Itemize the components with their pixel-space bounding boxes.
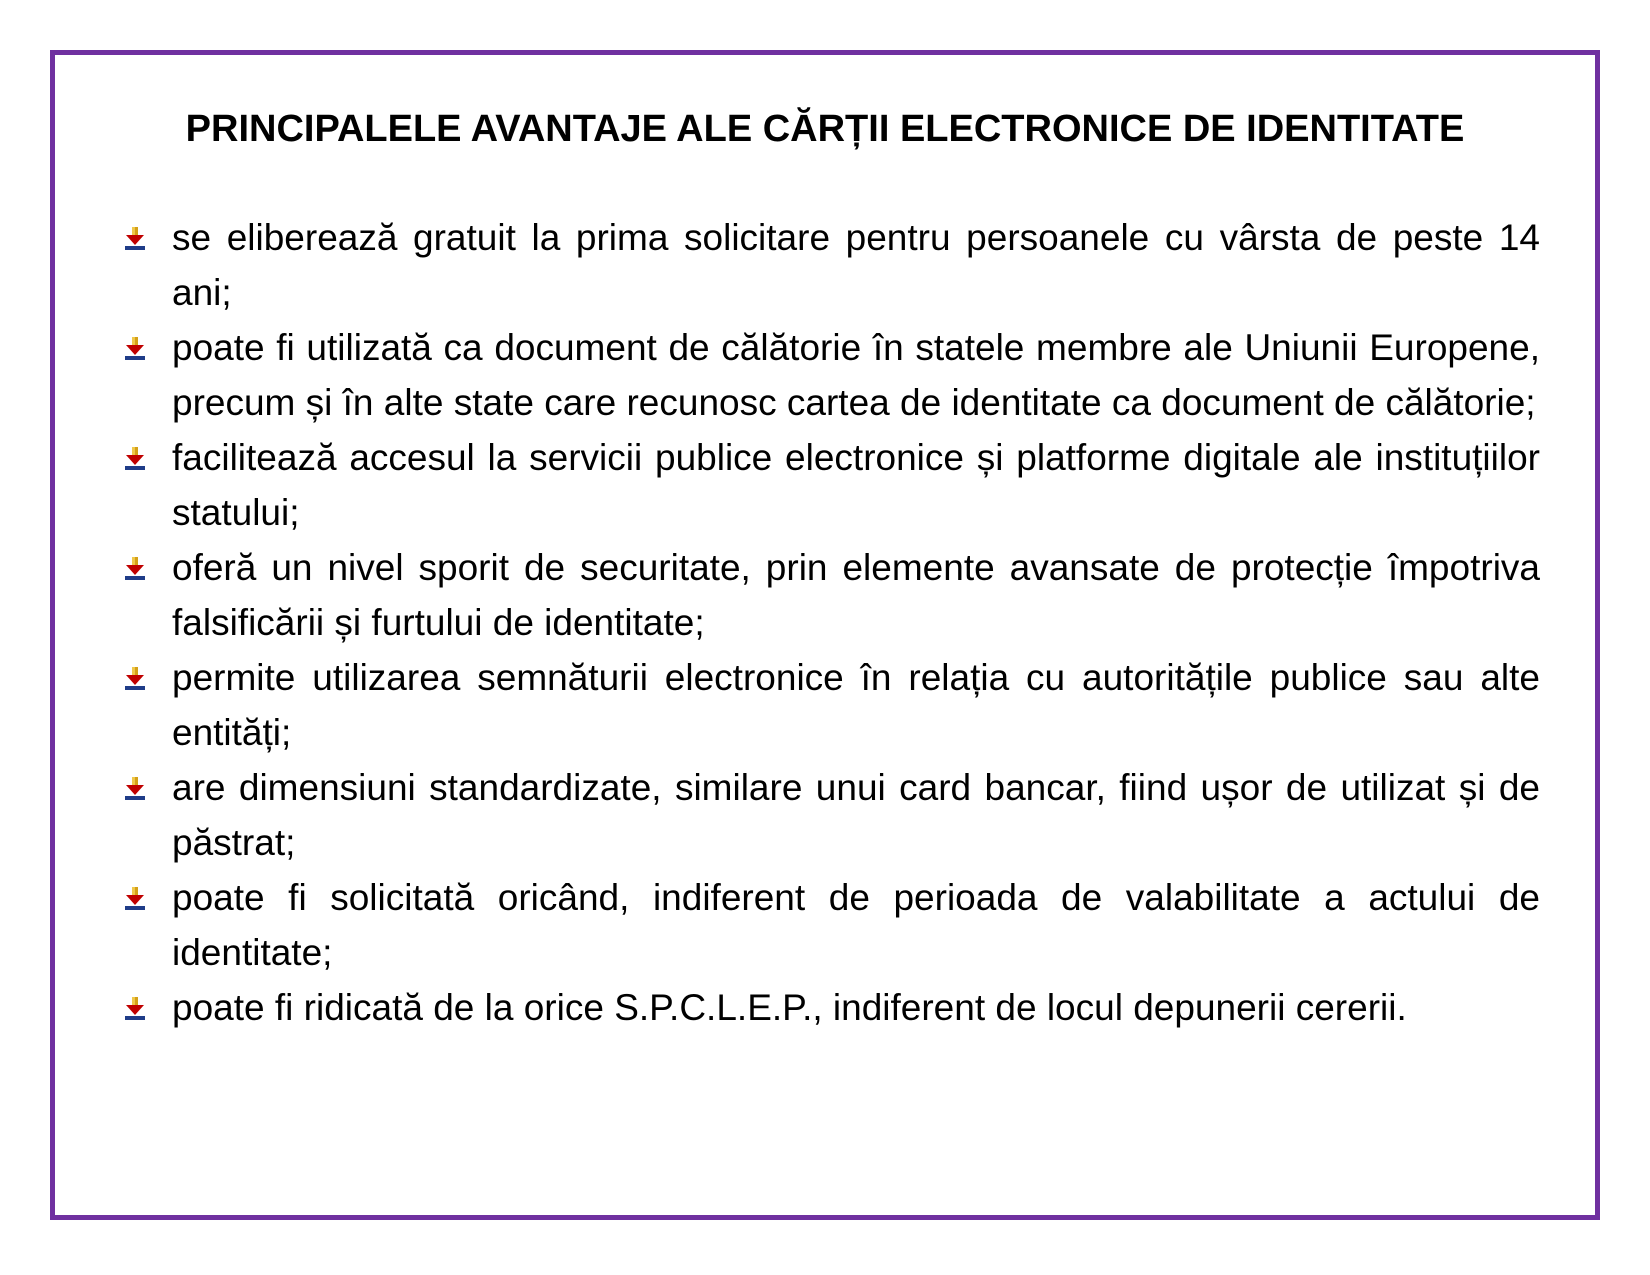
arrow-down-icon xyxy=(122,775,148,801)
list-item xyxy=(122,980,1540,1035)
arrow-down-icon xyxy=(122,665,148,691)
page-title: PRINCIPALELE AVANTAJE ALE CĂRȚII ELECTRONICE DE IDENTITATE xyxy=(185,108,1465,150)
item-text: se eliberează gratuit la prima solicitare pentru persoanele cu vârsta de peste 14 ani; xyxy=(172,217,1540,313)
arrow-down-icon xyxy=(122,335,148,361)
item-text: oferă un nivel sporit de securitate, prin elemente avansate de protecție împotriva falsificării și furtului de identitate; xyxy=(172,547,1540,643)
item-text: facilitează accesul la servicii publice electronice și platforme digitale ale instituțiilor statului; xyxy=(172,437,1540,533)
item-text: poate fi ridicată de la orice S.P.C.L.E.P., indiferent de locul depunerii cererii. xyxy=(172,987,1407,1028)
arrow-down-icon xyxy=(122,555,148,581)
arrow-down-icon xyxy=(122,445,148,471)
item-text: permite utilizarea semnăturii electronice în relația cu autoritățile publice sau alte entități; xyxy=(172,657,1540,753)
arrow-down-icon xyxy=(122,885,148,911)
advantages-list xyxy=(122,210,1540,1035)
list-item xyxy=(122,430,1540,540)
item-text: poate fi solicitată oricând, indiferent de perioada de valabilitate a actului de identitate; xyxy=(172,877,1540,973)
list-item xyxy=(122,320,1540,430)
list-item xyxy=(122,650,1540,760)
arrow-down-icon xyxy=(122,225,148,251)
list-item xyxy=(122,870,1540,980)
list-item xyxy=(122,760,1540,870)
list-item xyxy=(122,210,1540,320)
arrow-down-icon xyxy=(122,995,148,1021)
list-item xyxy=(122,540,1540,650)
item-text: are dimensiuni standardizate, similare unui card bancar, fiind ușor de utilizat și de păstrat; xyxy=(172,767,1540,863)
item-text: poate fi utilizată ca document de călătorie în statele membre ale Uniunii Europene, precum și în alte state care recunosc cartea de identitate ca document de călătorie; xyxy=(172,327,1540,423)
bordered-frame xyxy=(50,50,1600,1220)
